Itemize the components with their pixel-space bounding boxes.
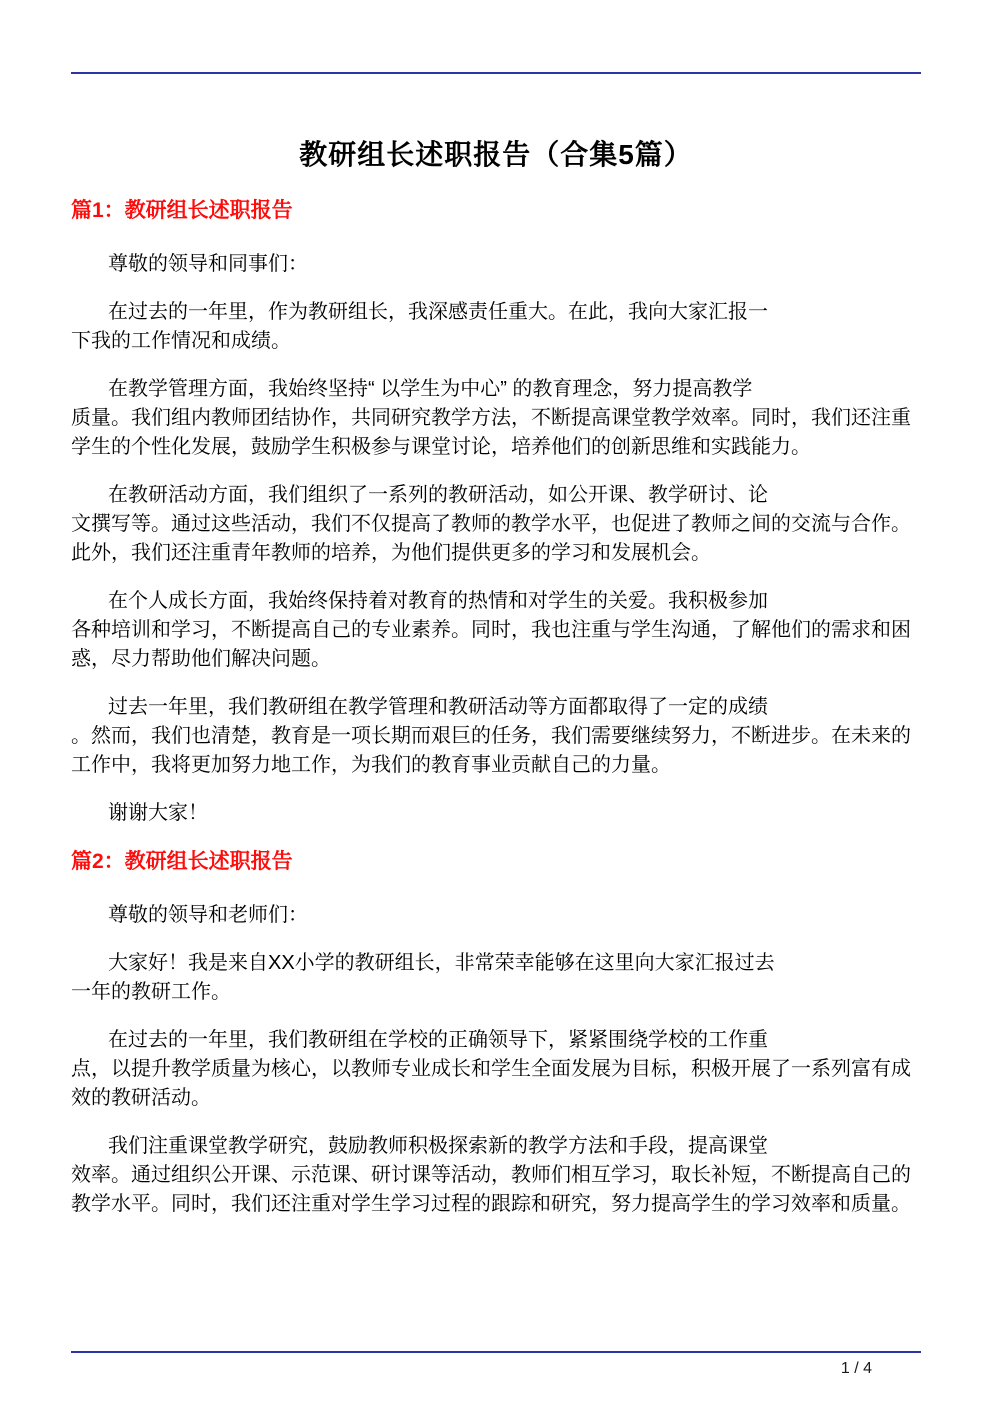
text-line: 此外，我们还注重青年教师的培养，为他们提供更多的学习和发展机会。	[71, 542, 711, 564]
text-line: 在个人成长方面，我始终保持着对教育的热情和对学生的关爱。我积极参加	[108, 590, 768, 612]
text-line: 一年的教研工作。	[71, 981, 231, 1003]
paragraph	[71, 298, 921, 356]
text-line: 大家好！我是来自XX小学的教研组长，非常荣幸能够在这里向大家汇报过去	[108, 952, 775, 974]
paragraph	[71, 1132, 921, 1219]
page-title: 教研组长述职报告（合集5篇）	[299, 139, 693, 170]
text-line: 教学水平。同时，我们还注重对学生学习过程的跟踪和研究，努力提高学生的学习效率和质量。	[71, 1193, 911, 1215]
text-line: 。然而，我们也清楚，教育是一项长期而艰巨的任务，我们需要继续努力，不断进步。在未来的	[71, 725, 911, 747]
text-line: 效的教研活动。	[71, 1087, 211, 1109]
section-heading: 篇2：教研组长述职报告	[71, 850, 293, 873]
text-line: 文撰写等。通过这些活动，我们不仅提高了教师的教学水平，也促进了教师之间的交流与合作。	[71, 513, 911, 535]
text-line: 在教研活动方面，我们组织了一系列的教研活动，如公开课、教学研讨、论	[108, 484, 768, 506]
bottom-divider	[71, 1351, 921, 1353]
text-line: 质量。我们组内教师团结协作，共同研究教学方法，不断提高课堂教学效率。同时，我们还注重	[71, 407, 911, 429]
page-number-indicator: 1 / 4	[840, 1360, 872, 1377]
text-line: 谢谢大家！	[108, 802, 208, 824]
text-line: 在教学管理方面，我始终坚持“ 以学生为中心” 的教育理念，努力提高教学	[108, 378, 753, 400]
text-line: 各种培训和学习，不断提高自己的专业素养。同时，我也注重与学生沟通，了解他们的需求和困	[71, 619, 911, 641]
text-line: 过去一年里，我们教研组在教学管理和教研活动等方面都取得了一定的成绩	[108, 696, 768, 718]
text-line: 在过去的一年里，我们教研组在学校的正确领导下，紧紧围绕学校的工作重	[108, 1029, 768, 1051]
page-footer	[841, 1358, 872, 1380]
paragraph	[71, 375, 921, 462]
paragraph	[71, 799, 921, 828]
paragraph	[71, 250, 921, 279]
paragraph	[71, 693, 921, 780]
paragraph	[71, 1026, 921, 1113]
section-heading: 篇1：教研组长述职报告	[71, 199, 293, 222]
text-line: 工作中，我将更加努力地工作，为我们的教育事业贡献自己的力量。	[71, 754, 671, 776]
paragraph	[71, 901, 921, 930]
text-line: 惑，尽力帮助他们解决问题。	[71, 648, 331, 670]
text-line: 点，以提升教学质量为核心，以教师专业成长和学生全面发展为目标，积极开展了一系列富有成	[71, 1058, 911, 1080]
paragraph	[71, 949, 921, 1007]
paragraph	[71, 481, 921, 568]
text-line: 尊敬的领导和同事们：	[108, 253, 308, 275]
text-line: 在过去的一年里，作为教研组长，我深感责任重大。在此，我向大家汇报一	[108, 301, 768, 323]
text-line: 效率。通过组织公开课、示范课、研讨课等活动，教师们相互学习，取长补短，不断提高自己的	[71, 1164, 911, 1186]
text-line: 学生的个性化发展，鼓励学生积极参与课堂讨论，培养他们的创新思维和实践能力。	[71, 436, 811, 458]
document-body	[71, 196, 921, 1238]
text-line: 尊敬的领导和老师们：	[108, 904, 308, 926]
text-line: 我们注重课堂教学研究，鼓励教师积极探索新的教学方法和手段，提高课堂	[108, 1135, 768, 1157]
top-divider	[71, 72, 921, 74]
paragraph	[71, 587, 921, 674]
text-line: 下我的工作情况和成绩。	[71, 330, 291, 352]
